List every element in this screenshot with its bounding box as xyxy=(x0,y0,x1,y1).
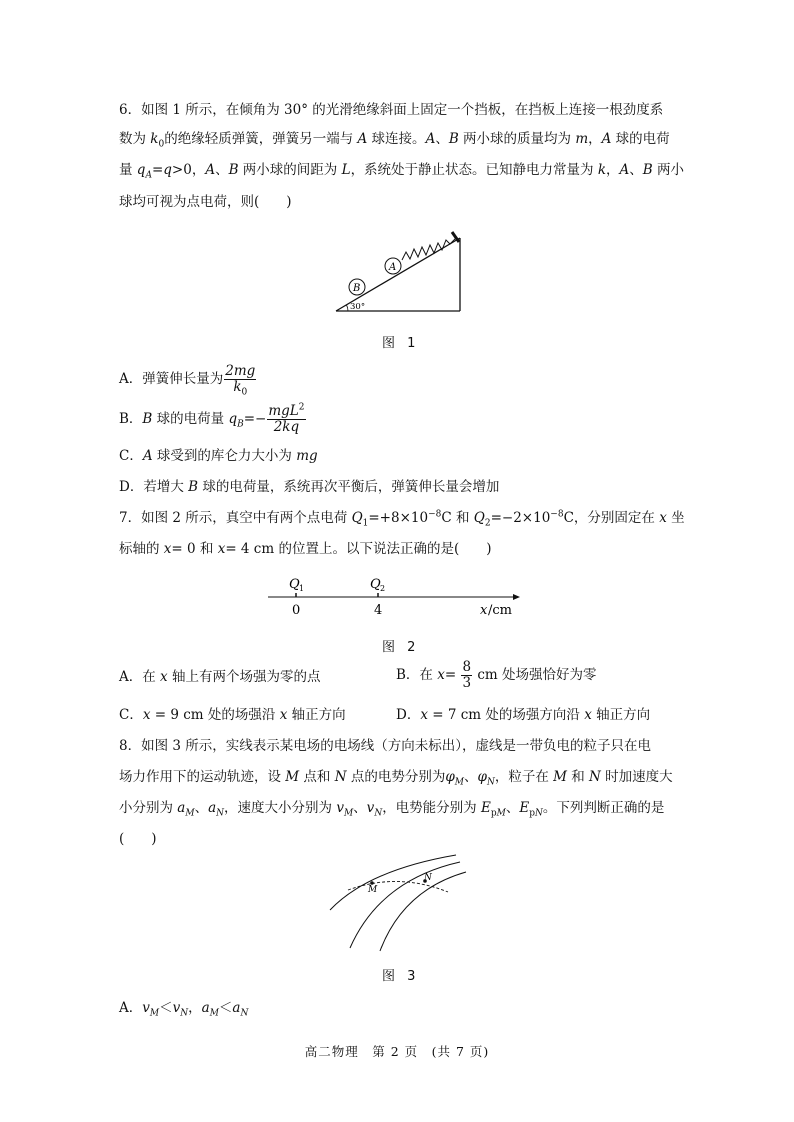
axis-unit-label: /cm xyxy=(488,603,512,618)
figure-1-caption: 图 1 xyxy=(382,336,420,351)
q7-option-b-fraction: $\frac{8}{3}$ xyxy=(462,659,472,691)
q7-option-b: B．在 x= $\frac{8}{3}$ cm 处场强恰好为零 xyxy=(396,659,597,691)
q6-option-d: D．若增大 B 球的电荷量，系统再次平衡后，弹簧伸长量会增加 xyxy=(119,479,500,495)
tick-4-label: 4 xyxy=(374,603,383,618)
q6-stem-line4: 球均可视为点电荷，则( ) xyxy=(119,194,292,210)
tick-0-label: 0 xyxy=(292,603,301,618)
q6-stem-line2: 数为 $k_0$的绝缘轻质弹簧，弹簧另一端与 A 球连接。A、B 两小球的质量均为 m，A 球的电荷 xyxy=(119,131,670,150)
x-axis-arrow xyxy=(513,594,520,600)
q7-option-a: A．在 x 轴上有两个场强为零的点 xyxy=(119,669,321,685)
angle-label: 30° xyxy=(350,302,366,312)
figure-3-field-lines xyxy=(328,852,468,952)
q7-stem-line2: 标轴的 x= 0 和 x= 4 cm 的位置上。以下说法正确的是( ) xyxy=(119,541,492,557)
field-line-3 xyxy=(380,872,466,951)
q8-stem-line3: 小分别为 $a_M$、$a_N$，速度大小分别为 $v_M$、$v_N$，电势能分别为 $E_{pM}$、$E_{pN}$。下列判断正确的是 xyxy=(119,800,665,819)
q1-label: Q xyxy=(289,577,300,592)
figure-2-axis xyxy=(265,570,520,622)
q7-option-d: D．x = 7 cm 处的场强方向沿 x 轴正方向 xyxy=(396,707,651,723)
q6-stem-line1: 6．如图 1 所示，在倾角为 30° 的光滑绝缘斜面上固定一个挡板，在挡板上连接一根劲度系 xyxy=(119,102,664,118)
q2-label: Q xyxy=(370,577,381,592)
angle-arc xyxy=(347,305,349,311)
q6-option-b: B．B 球的电荷量 $q_B=-$ $\frac{mgL^2}{2kq}$ xyxy=(119,402,305,435)
q2-label-sub: 2 xyxy=(380,584,386,593)
q7-option-c: C．x = 9 cm 处的场强沿 x 轴正方向 xyxy=(119,707,346,723)
q6-option-a: A．弹簧伸长量为 $\frac{2mg}{k_0}$ xyxy=(119,363,256,398)
ball-a-label: A xyxy=(389,262,397,273)
q6-option-c: C．A 球受到的库仑力大小为 mg xyxy=(119,448,318,464)
q8-stem-line1: 8．如图 3 所示，实线表示某电场的电场线（方向未标出），虚线是一带负电的粒子只在电 xyxy=(119,738,652,754)
figure-1-incline xyxy=(330,228,470,318)
axis-var-label: x xyxy=(480,603,488,618)
field-line-2 xyxy=(350,862,460,948)
page-footer: 高二物理 第 2 页 (共 7 页) xyxy=(304,1044,490,1059)
trajectory-dashed xyxy=(348,881,448,892)
q6-option-b-fraction: $\frac{mgL^2}{2kq}$ xyxy=(268,402,305,435)
q8-stem-line2: 场力作用下的运动轨迹，设 M 点和 N 点的电势分别为$\varphi_M$、$\varphi_N$，粒子在 M 和 N 时加速度大 xyxy=(119,769,673,788)
field-line-1 xyxy=(330,855,456,910)
q6-stem-line3: 量 $q_A=q>0$，A、B 两小球的间距为 L，系统处于静止状态。已知静电力常量为 k，A、B 两小 xyxy=(119,162,685,181)
q8-option-a: A．$v_M<v_N$，$a_M<a_N$ xyxy=(119,1000,249,1019)
q1-label-sub: 1 xyxy=(299,584,305,593)
q6-option-a-fraction: $\frac{2mg}{k_0}$ xyxy=(225,363,256,398)
point-m-label: M xyxy=(368,885,378,895)
point-n-label: N xyxy=(424,873,432,883)
ball-b-label: B xyxy=(353,283,361,294)
figure-3-caption: 图 3 xyxy=(382,969,420,984)
figure-2-caption: 图 2 xyxy=(382,640,420,655)
q8-stem-line4: ( ) xyxy=(119,831,157,847)
q7-stem-line1: 7．如图 2 所示，真空中有两个点电荷 $Q_1=+8\times 10^{-8}C$ 和 $Q_2=-2\times 10^{-8}C$，分别固定在 x 坐 xyxy=(119,509,685,529)
